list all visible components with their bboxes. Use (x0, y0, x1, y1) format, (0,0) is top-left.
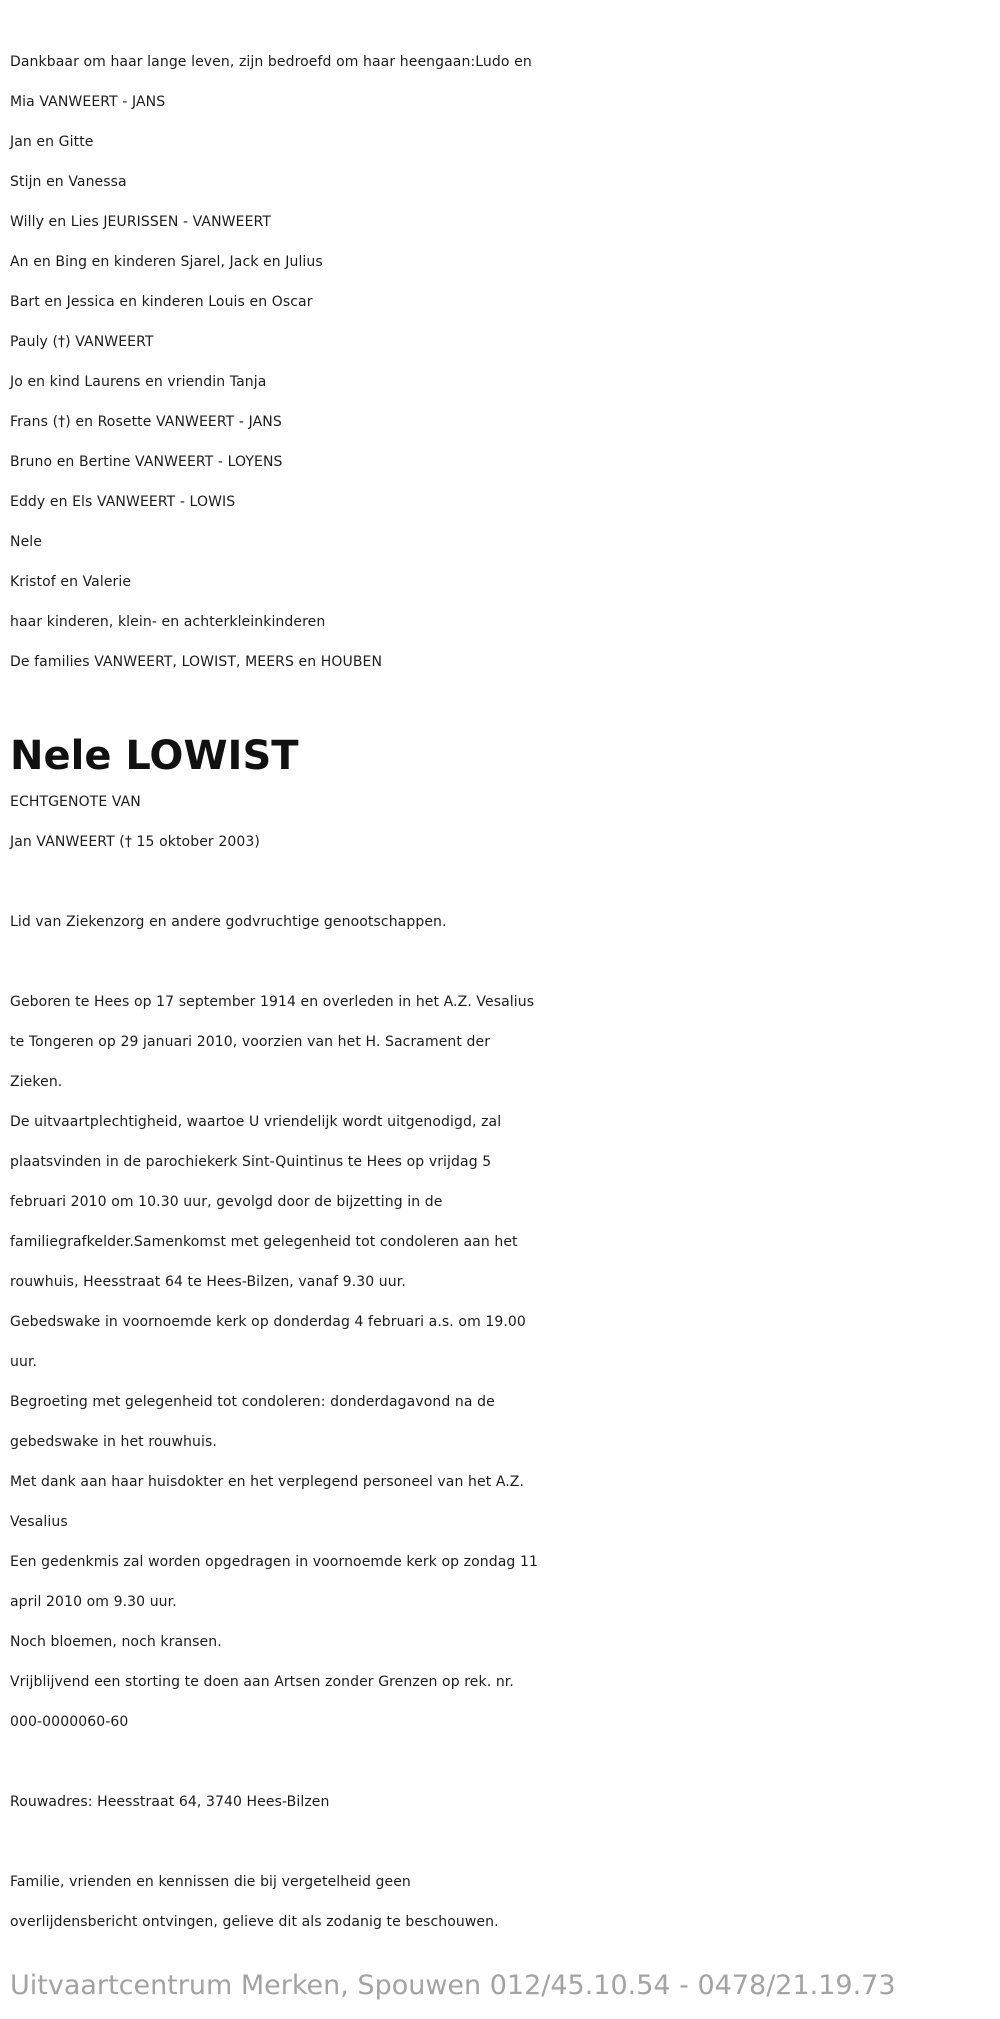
details-line: Een gedenkmis zal worden opgedragen in voornoemde kerk op zondag 11 (10, 1554, 538, 1570)
mourners-line: Eddy en Els VANWEERT - LOWIS (10, 494, 236, 510)
details-line: te Tongeren op 29 januari 2010, voorzien van het H. Sacrament der (10, 1034, 491, 1050)
details-line: gebedswake in het rouwhuis. (10, 1434, 217, 1450)
mourners-line: Jan en Gitte (10, 134, 94, 150)
mourners-line: Nele (10, 534, 42, 550)
mourners-line: Jo en kind Laurens en vriendin Tanja (10, 374, 267, 390)
details-line: rouwhuis, Heesstraat 64 te Hees-Bilzen, vanaf 9.30 uur. (10, 1274, 406, 1290)
mourners-line: Dankbaar om haar lange leven, zijn bedroefd om haar heengaan:Ludo en (10, 54, 532, 70)
mourners-line: haar kinderen, klein- en achterkleinkinderen (10, 614, 326, 630)
details-line: Gebedswake in voornoemde kerk op donderdag 4 februari a.s. om 19.00 (10, 1314, 526, 1330)
details-line: uur. (10, 1354, 38, 1370)
notice-block (10, 1862, 1000, 1942)
mourners-line: Frans (†) en Rosette VANWEERT - JANS (10, 414, 282, 430)
spacer (10, 942, 1000, 982)
details-line: Vesalius (10, 1514, 68, 1530)
mourners-line: Pauly (†) VANWEERT (10, 334, 154, 350)
mourners-line: Stijn en Vanessa (10, 174, 127, 190)
details-line: familiegrafkelder.Samenkomst met gelegenheid tot condoleren aan het (10, 1234, 518, 1250)
deceased-name: Nele LOWIST (10, 733, 299, 779)
details-line: april 2010 om 9.30 uur. (10, 1594, 177, 1610)
details-line: Zieken. (10, 1074, 63, 1090)
mourners-line: Bruno en Bertine VANWEERT - LOYENS (10, 454, 283, 470)
membership-line: Lid van Ziekenzorg en andere godvruchtige genootschappen. (10, 914, 447, 930)
mourners-line: De families VANWEERT, LOWIST, MEERS en HOUBEN (10, 654, 383, 670)
mourning-address: Rouwadres: Heesstraat 64, 3740 Hees-Bilzen (10, 1794, 330, 1810)
spacer (10, 862, 1000, 902)
mourners-line: Kristof en Valerie (10, 574, 132, 590)
details-block (10, 982, 1000, 1742)
mourners-line: Willy en Lies JEURISSEN - VANWEERT (10, 214, 271, 230)
details-line: Met dank aan haar huisdokter en het verplegend personeel van het A.Z. (10, 1474, 525, 1490)
mourners-line: Bart en Jessica en kinderen Louis en Oscar (10, 294, 313, 310)
notice-line: Familie, vrienden en kennissen die bij vergetelheid geen (10, 1874, 411, 1890)
spacer (10, 682, 1000, 732)
spacer (10, 1742, 1000, 1782)
details-line: plaatsvinden in de parochiekerk Sint-Quintinus te Hees op vrijdag 5 (10, 1154, 492, 1170)
deceased-block (10, 732, 1000, 862)
spouse-line: Jan VANWEERT († 15 oktober 2003) (10, 834, 260, 850)
mourners-line: An en Bing en kinderen Sjarel, Jack en Julius (10, 254, 323, 270)
relation-label: ECHTGENOTE VAN (10, 794, 141, 810)
spacer (10, 1822, 1000, 1862)
funeral-home-footer: Uitvaartcentrum Merken, Spouwen 012/45.10.54 - 0478/21.19.73 (10, 1970, 896, 2001)
mourners-line: Mia VANWEERT - JANS (10, 94, 166, 110)
details-line: Geboren te Hees op 17 september 1914 en overleden in het A.Z. Vesalius (10, 994, 535, 1010)
details-line: Noch bloemen, noch kransen. (10, 1634, 222, 1650)
details-line: Begroeting met gelegenheid tot condoleren: donderdagavond na de (10, 1394, 495, 1410)
details-line: 000-0000060-60 (10, 1714, 129, 1730)
mourners-list (10, 42, 1000, 682)
details-line: De uitvaartplechtigheid, waartoe U vriendelijk wordt uitgenodigd, zal (10, 1114, 502, 1130)
details-line: februari 2010 om 10.30 uur, gevolgd door de bijzetting in de (10, 1194, 443, 1210)
notice-line: overlijdensbericht ontvingen, gelieve dit als zodanig te beschouwen. (10, 1914, 499, 1930)
details-line: Vrijblijvend een storting te doen aan Artsen zonder Grenzen op rek. nr. (10, 1674, 514, 1690)
